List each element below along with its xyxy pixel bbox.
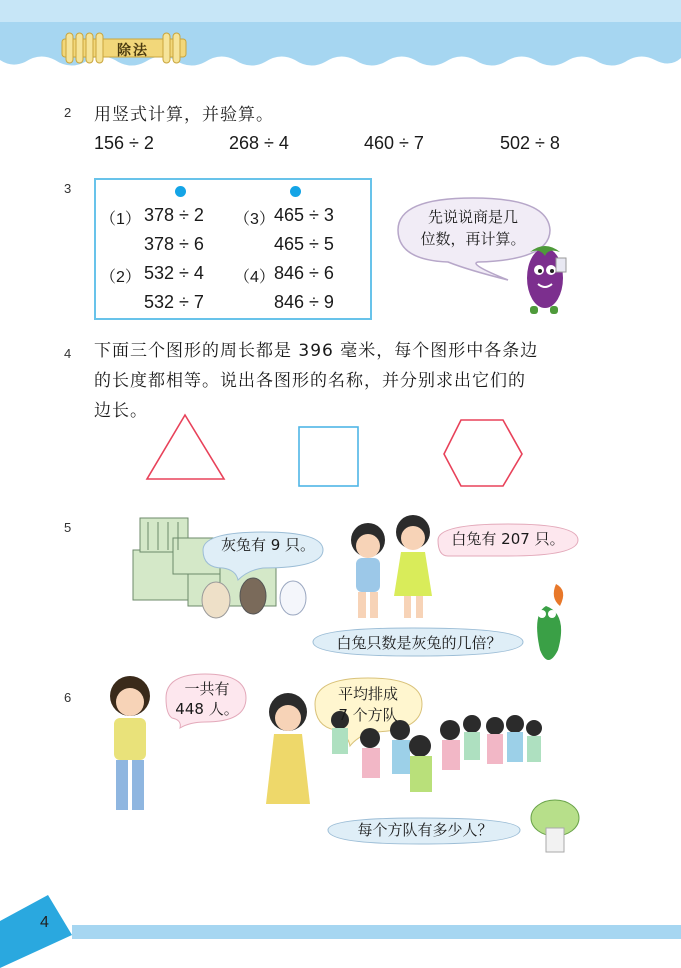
question-6-number: 6 xyxy=(64,690,72,705)
q2-expression: 156 ÷ 2 xyxy=(94,133,154,153)
q3-label: （3） xyxy=(234,211,275,228)
q3-label: （2） xyxy=(100,269,141,286)
page-footer-band xyxy=(0,895,681,968)
total-bubble-line: 一共有 xyxy=(184,680,230,698)
q3-expression: 465 ÷ 5 xyxy=(274,234,334,254)
highlight-dot xyxy=(290,186,301,197)
question-2-instruction: 用竖式计算，并验算。 xyxy=(94,105,274,125)
girl-1-icon xyxy=(351,523,385,618)
question-4-line: 边长。 xyxy=(94,401,148,421)
q3-label: （1） xyxy=(100,211,141,228)
cabbage-character-icon xyxy=(531,800,579,852)
carrot-character-icon xyxy=(537,584,563,660)
q3-label: （4） xyxy=(234,269,275,286)
chapter-title: 除法 xyxy=(117,43,149,59)
eggplant-bubble-line: 位数，再计算。 xyxy=(420,230,526,248)
q3-expression: 532 ÷ 4 xyxy=(144,263,204,283)
highlight-dot xyxy=(175,186,186,197)
square-shape xyxy=(299,427,358,486)
white-rabbit-icon xyxy=(280,581,306,615)
teams-bubble-line: 7 个方队 xyxy=(338,706,398,724)
q3-expression: 378 ÷ 2 xyxy=(144,205,204,225)
gray-rabbit-icon xyxy=(240,578,266,614)
q3-expression: 846 ÷ 9 xyxy=(274,292,334,312)
white-rabbit-bubble: 白兔有 207 只。 xyxy=(451,530,565,548)
header-wave-band xyxy=(0,0,681,80)
rabbit-icon xyxy=(202,582,230,618)
question-4-line: 的长度都相等。说出各图形的名称，并分别求出它们的 xyxy=(94,371,526,391)
teams-bubble-line: 平均排成 xyxy=(337,685,398,703)
total-bubble-line: 448 人。 xyxy=(175,700,239,718)
eggplant-character-icon xyxy=(527,246,566,314)
q3-expression: 378 ÷ 6 xyxy=(144,234,204,254)
girl-speaker-icon xyxy=(266,693,310,804)
q3-expression: 846 ÷ 6 xyxy=(274,263,334,283)
girl-2-icon xyxy=(394,515,432,618)
q3-expression: 532 ÷ 7 xyxy=(144,292,204,312)
question-4-line: 下面三个图形的周长都是 396 毫米，每个图形中各条边 xyxy=(94,341,539,361)
q2-expression: 460 ÷ 7 xyxy=(364,133,424,153)
page-number: 4 xyxy=(40,914,49,931)
q2-expression: 502 ÷ 8 xyxy=(500,133,560,153)
q4-shapes xyxy=(140,412,540,492)
question-4-number: 4 xyxy=(64,346,72,361)
q5-question-bubble: 白兔只数是灰兔的几倍？ xyxy=(336,634,502,652)
q2-expression: 268 ÷ 4 xyxy=(229,133,289,153)
boy-icon xyxy=(110,676,150,810)
hexagon-shape xyxy=(444,420,522,486)
eggplant-bubble-line: 先说说商是几 xyxy=(427,208,518,226)
question-3-number: 3 xyxy=(64,181,72,196)
q6-question-bubble: 每个方队有多少人？ xyxy=(357,821,493,839)
gray-rabbit-bubble: 灰兔有 9 只。 xyxy=(220,536,316,554)
q3-expression: 465 ÷ 3 xyxy=(274,205,334,225)
question-2-number: 2 xyxy=(64,105,72,120)
question-5-number: 5 xyxy=(64,520,72,535)
triangle-shape xyxy=(147,415,224,479)
